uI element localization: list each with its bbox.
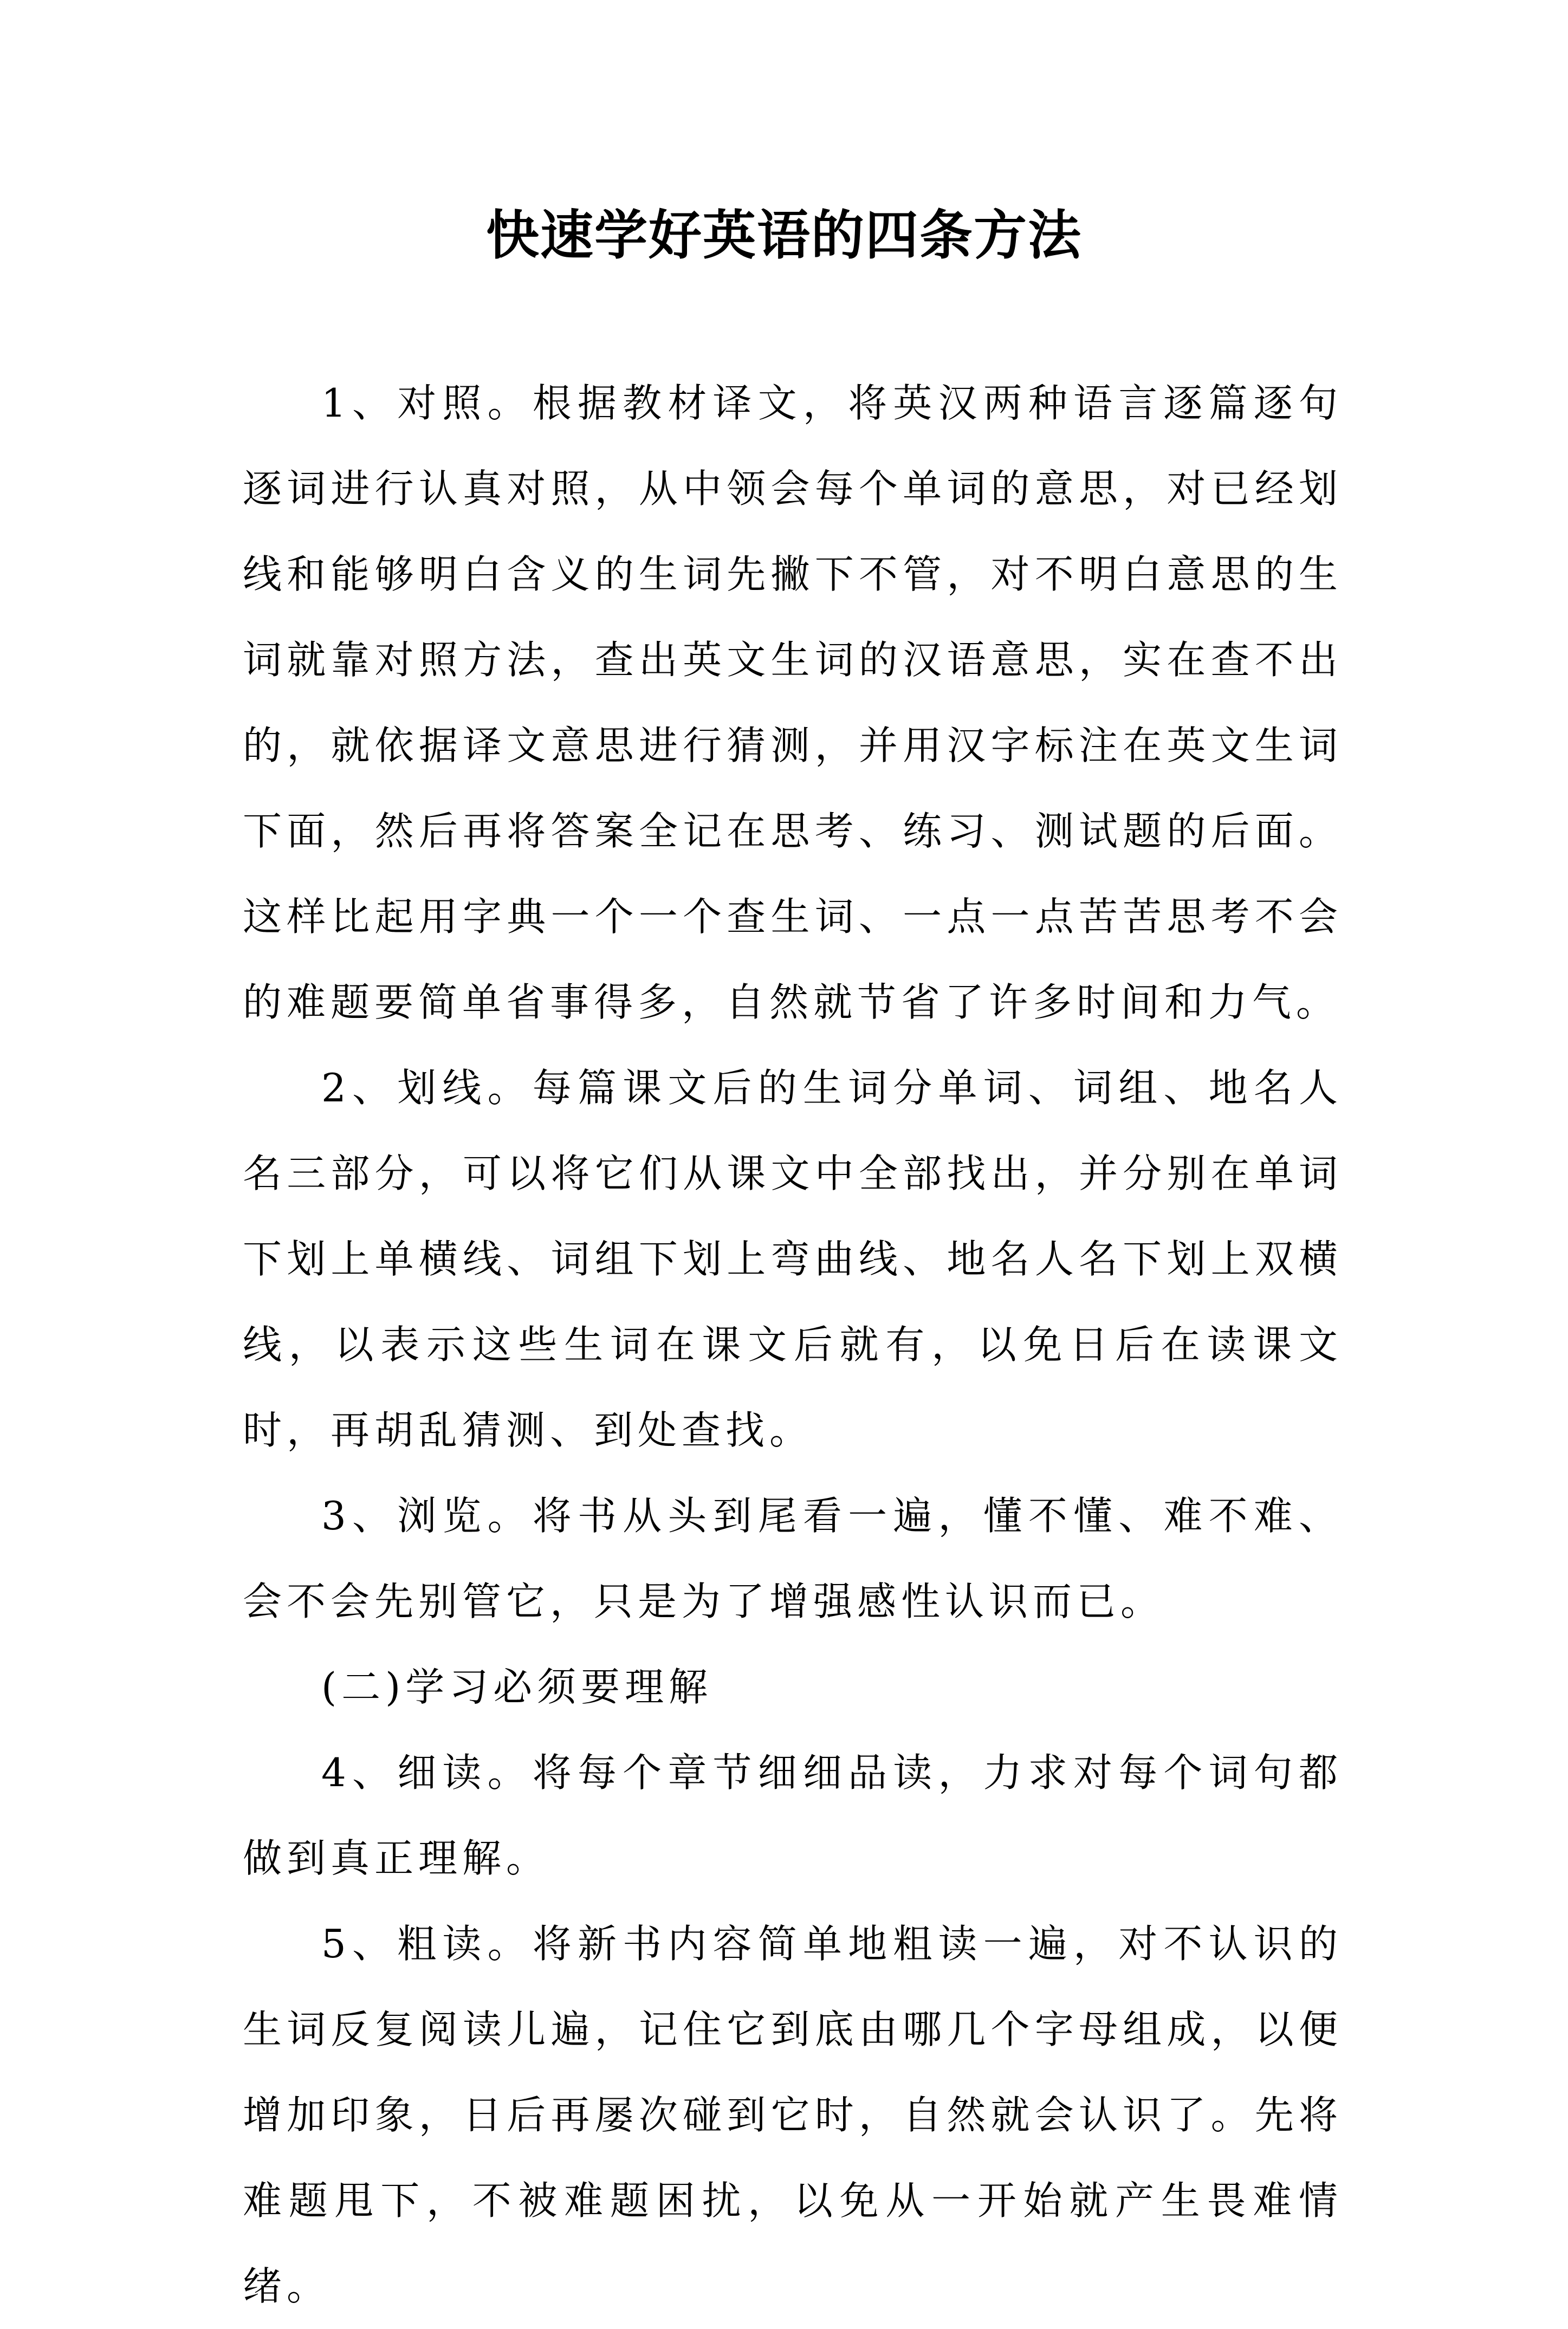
- paragraph-3: 3、浏览。将书从头到尾看一遍，懂不懂、难不难、会不会先别管它，只是为了增强感性认识而已。: [243, 1493, 1343, 1624]
- section-heading: (二)学习必须要理解: [321, 1664, 713, 1710]
- paragraph-4: 4、细读。将每个章节细细品读，力求对每个词句都做到真正理解。: [243, 1750, 1343, 1881]
- paragraph-5: 5、粗读。将新书内容简单地粗读一遍，对不认识的生词反复阅读儿遍，记住它到底由哪几个字母组成，以便增加印象，日后再屡次碰到它时，自然就会认识了。先将难题甩下，不被难题困扰，以免从一开始就产生畏难情绪。: [243, 1921, 1343, 2309]
- paragraph-1: 1、对照。根据教材译文，将英汉两种语言逐篇逐句逐词进行认真对照，从中领会每个单词的意思，对已经划线和能够明白含义的生词先撇下不管，对不明白意思的生词就靠对照方法，查出英文生词的汉语意思，实在查不出的，就依据译文意思进行猜测，并用汉字标注在英文生词下面，然后再将答案全记在思考、练习、测试题的后面。这样比起用字典一个一个查生词、一点一点苦苦思考不会的难题要简单省事得多，自然就节省了许多时间和力气。: [243, 380, 1343, 1025]
- paragraph-2: 2、划线。每篇课文后的生词分单词、词组、地名人名三部分，可以将它们从课文中全部找出，并分别在单词下划上单横线、词组下划上弯曲线、地名人名下划上双横线，以表示这些生词在课文后就有，以免日后在读课文时，再胡乱猜测、到处查找。: [243, 1065, 1343, 1453]
- document-title: 快速学好英语的四条方法: [485, 204, 1082, 267]
- document-body: [243, 360, 1343, 2329]
